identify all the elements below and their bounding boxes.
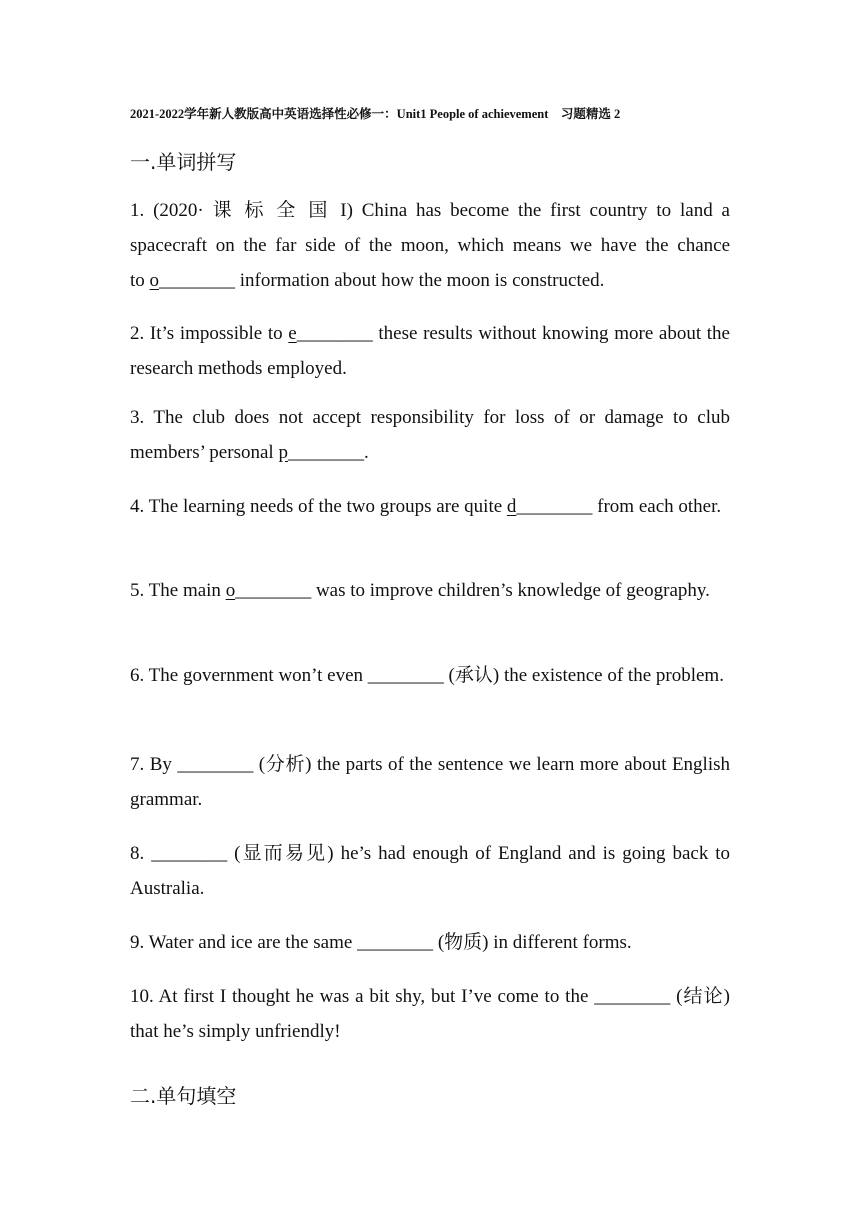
question-9-blank[interactable]: ________ — [357, 932, 434, 953]
question-1-text-after: information about how the moon is constructed. — [235, 270, 605, 291]
question-7-text-before: 7. By — [130, 754, 178, 775]
question-6-text-after: the existence of the problem. — [503, 665, 724, 686]
question-4-text — [130, 489, 730, 524]
question-2-text — [130, 316, 730, 386]
question-9 — [130, 925, 730, 960]
question-7-chinese-hint: (分析) — [253, 754, 317, 775]
question-10-chinese-hint: (结论) — [670, 986, 731, 1007]
question-9-text-before: 9. Water and ice are the same — [130, 932, 358, 953]
question-3-text-before: members’ personal — [130, 442, 279, 463]
question-1-first-letter: o — [149, 270, 160, 291]
question-5-first-letter: o — [225, 580, 236, 601]
question-5-blank[interactable]: ________ — [235, 580, 312, 601]
question-7 — [130, 747, 730, 817]
question-5-text-after: was to improve children’s knowledge of geography. — [311, 580, 710, 601]
question-6-blank[interactable]: ________ — [367, 665, 444, 686]
document-title: 2021-2022学年新人教版高中英语选择性必修一：Unit1 People of achievement 习题精选 2 — [130, 107, 621, 121]
question-3-first-letter: p — [278, 442, 288, 463]
question-6-chinese-hint: (承认) — [443, 665, 504, 686]
question-8-text-after: he’s had enough of England and is going back to Australia. — [130, 843, 731, 899]
question-1-line-2: spacecraft on the far side of the moon, which means we have the chance — [130, 235, 730, 256]
question-8-text — [130, 836, 730, 906]
question-4-blank[interactable]: ________ — [516, 496, 593, 517]
question-5-text-before: 5. The main — [130, 580, 226, 601]
question-3-line-2 — [130, 435, 730, 470]
question-4 — [130, 489, 730, 524]
question-6 — [130, 658, 730, 693]
question-6-text — [130, 658, 730, 693]
question-8-chinese-hint: (显而易见) — [227, 843, 341, 864]
question-4-text-before: 4. The learning needs of the two groups are quite — [130, 496, 507, 517]
question-3-text-after: . — [363, 442, 369, 463]
question-10 — [130, 979, 730, 1049]
question-8-text-before: 8. — [130, 843, 152, 864]
question-10-text-after: that he’s simply unfriendly! — [130, 1021, 341, 1042]
question-2-text-after: these results without knowing more about the research methods employed. — [130, 323, 730, 379]
question-5 — [130, 573, 730, 608]
question-10-text-before: 10. At first I thought he was a bit shy, but I’ve come to the — [130, 986, 595, 1007]
question-1-text-before: to — [130, 270, 150, 291]
question-1-line-1: 1. (2020· 课 标 全 国 I) China has become the first country to land a — [130, 200, 730, 221]
question-4-text-after: from each other. — [592, 496, 722, 517]
question-1-blank[interactable]: ________ — [159, 270, 236, 291]
question-1-line-3 — [130, 263, 730, 298]
question-6-text-before: 6. The government won’t even — [130, 665, 368, 686]
question-2 — [130, 316, 730, 386]
question-4-first-letter: d — [506, 496, 517, 517]
question-7-blank[interactable]: ________ — [177, 754, 254, 775]
question-1 — [130, 193, 730, 298]
question-3-blank[interactable]: ________ — [287, 442, 364, 463]
section-heading-spelling: 一.单词拼写 — [130, 150, 237, 174]
question-7-text — [130, 747, 730, 817]
question-3-line-1: 3. The club does not accept responsibility for loss of or damage to club — [130, 407, 730, 428]
question-8 — [130, 836, 730, 906]
question-7-text-after: the parts of the sentence we learn more about English grammar. — [130, 754, 731, 810]
question-10-blank[interactable]: ________ — [594, 986, 671, 1007]
question-3 — [130, 400, 730, 470]
question-8-blank[interactable]: ________ — [151, 843, 228, 864]
section-heading-fill-in: 二.单句填空 — [130, 1084, 237, 1108]
question-2-blank[interactable]: ________ — [296, 323, 373, 344]
question-5-text — [130, 573, 730, 608]
question-9-chinese-hint: (物质) — [433, 932, 494, 953]
question-9-text — [130, 925, 730, 960]
question-10-text — [130, 979, 730, 1049]
question-2-first-letter: e — [288, 323, 297, 344]
question-9-text-after: in different forms. — [493, 932, 632, 953]
question-2-text-before: 2. It’s impossible to — [130, 323, 289, 344]
